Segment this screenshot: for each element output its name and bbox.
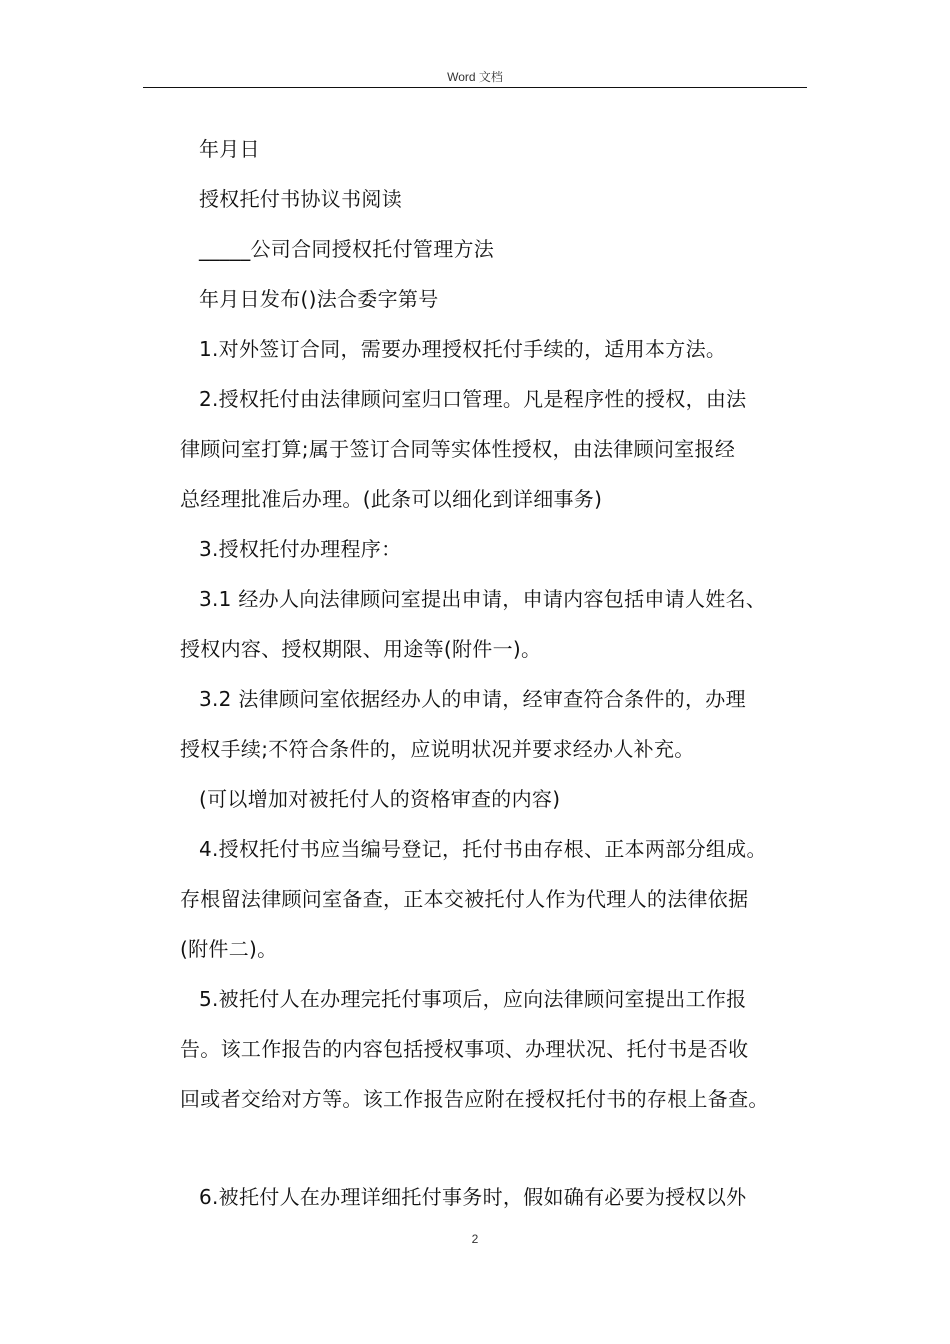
publish-line: 年月日发布()法合委字第号 bbox=[199, 287, 439, 311]
paragraph-line: 告。该工作报告的内容包括授权事项、办理状况、托付书是否收 bbox=[180, 1037, 749, 1061]
paragraph-line: 3.1 经办人向法律顾问室提出申请，申请内容包括申请人姓名、 bbox=[199, 587, 767, 611]
paragraph-line: 3.2 法律顾问室依据经办人的申请，经审查符合条件的，办理 bbox=[199, 687, 746, 711]
header-rule bbox=[143, 87, 807, 88]
paragraph-line: 5.被托付人在办理完托付事项后，应向法律顾问室提出工作报 bbox=[199, 987, 747, 1011]
paragraph-line: 3.授权托付办理程序： bbox=[199, 537, 402, 561]
header-title: Word 文档 bbox=[447, 70, 503, 84]
paragraph-line: 总经理批准后办理。(此条可以细化到详细事务) bbox=[180, 487, 603, 511]
paragraph-line: 2.授权托付由法律顾问室归口管理。凡是程序性的授权，由法 bbox=[199, 387, 747, 411]
paragraph-line: 1.对外签订合同，需要办理授权托付手续的，适用本方法。 bbox=[199, 337, 727, 361]
doc-subtitle-line: _____公司合同授权托付管理方法 bbox=[199, 237, 495, 261]
paragraph-line: 律顾问室打算;属于签订合同等实体性授权，由法律顾问室报经 bbox=[180, 437, 736, 461]
paragraph-line: 回或者交给对方等。该工作报告应附在授权托付书的存根上备查。 bbox=[180, 1087, 769, 1111]
paragraph-line: 授权手续;不符合条件的，应说明状况并要求经办人补充。 bbox=[180, 737, 695, 761]
paragraph-line: (附件二)。 bbox=[180, 937, 278, 961]
date-line: 年月日 bbox=[199, 137, 260, 161]
paragraph-line: 存根留法律顾问室备查，正本交被托付人作为代理人的法律依据 bbox=[180, 887, 749, 911]
paragraph-line: 6.被托付人在办理详细托付事务时，假如确有必要为授权以外 bbox=[199, 1185, 747, 1209]
paragraph-line: 授权内容、授权期限、用途等(附件一)。 bbox=[180, 637, 542, 661]
paragraph-line: 4.授权托付书应当编号登记，托付书由存根、正本两部分组成。 bbox=[199, 837, 767, 861]
doc-title-line: 授权托付书协议书阅读 bbox=[199, 187, 402, 211]
paragraph-line: (可以增加对被托付人的资格审查的内容) bbox=[199, 787, 561, 811]
page-number: 2 bbox=[471, 1232, 479, 1246]
